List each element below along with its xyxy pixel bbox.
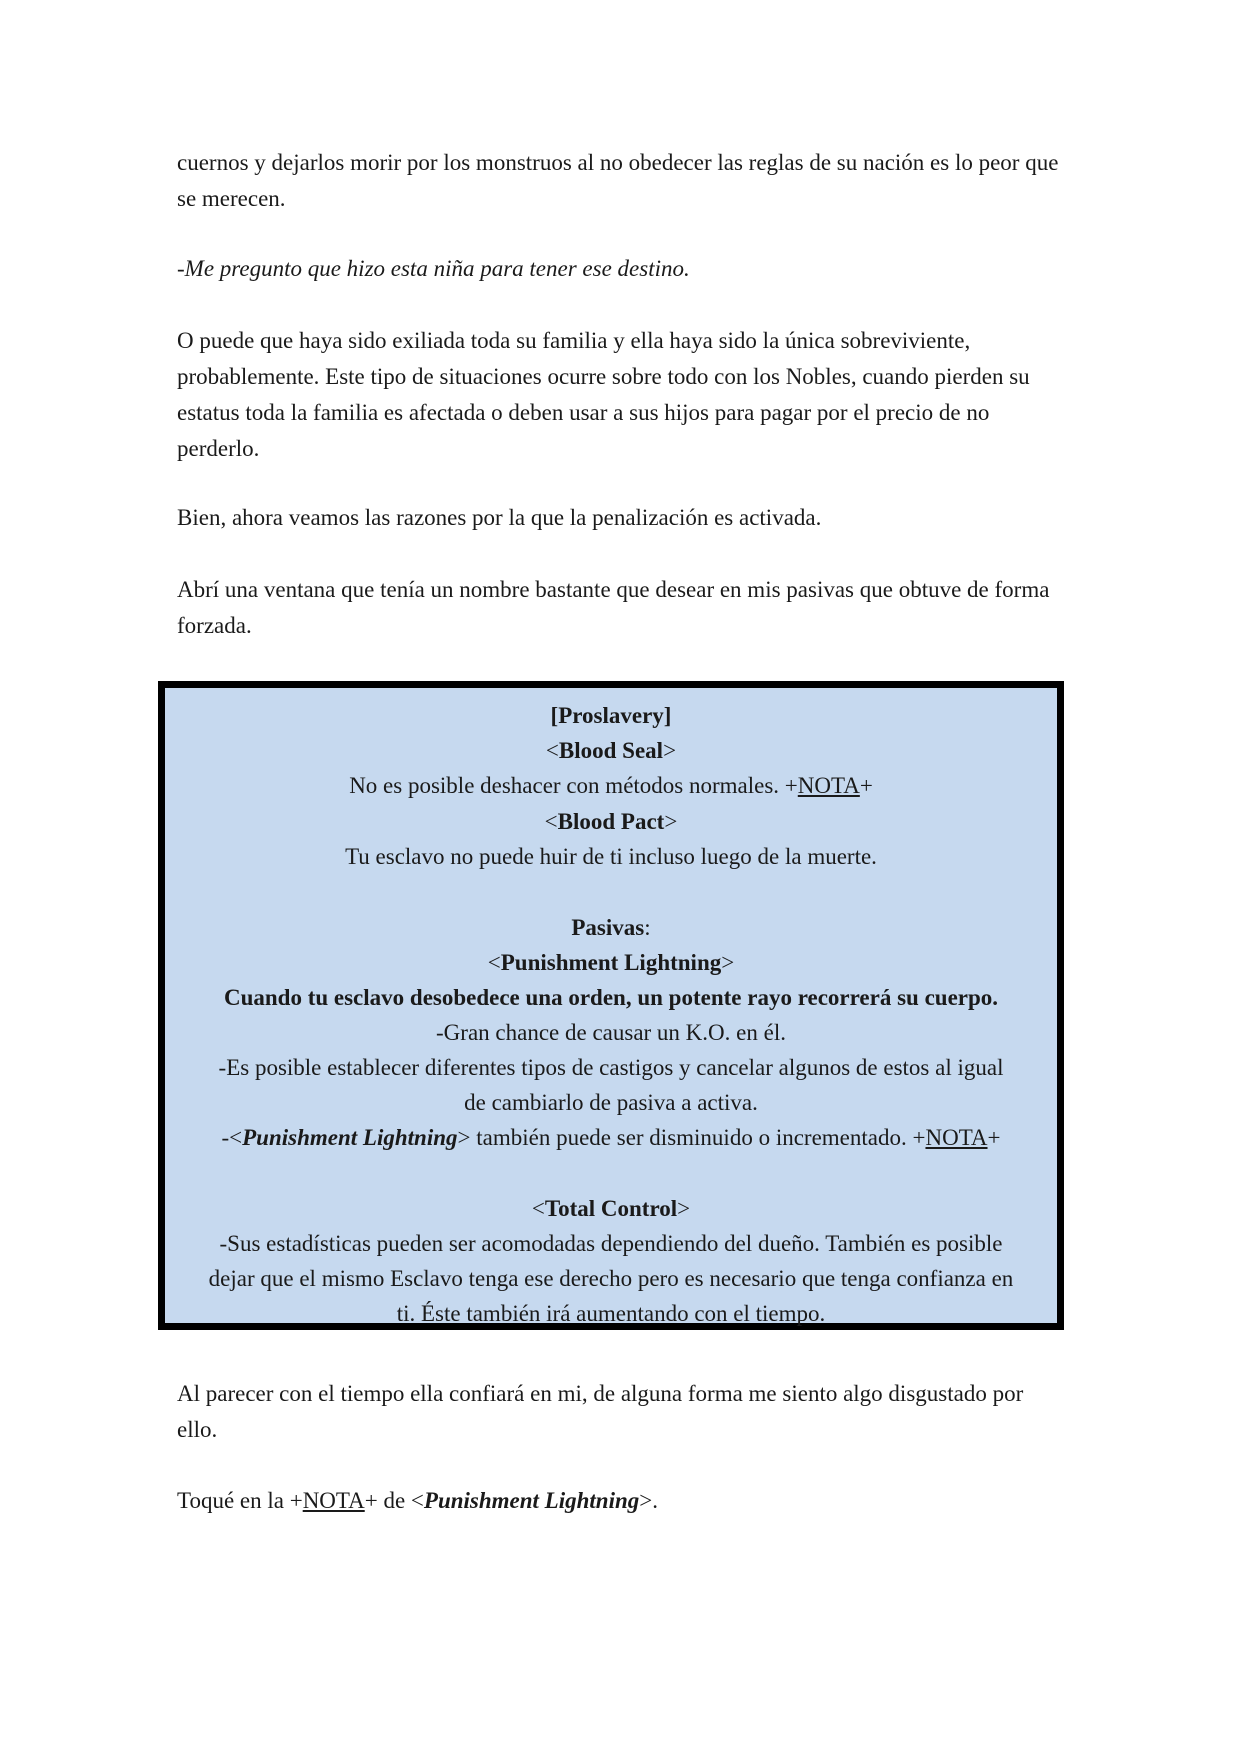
blood-seal-desc-text: No es posible deshacer con métodos normales. + [349,773,798,798]
plus-sign: + [859,773,873,798]
p7-text-b: + de < [364,1488,424,1513]
paragraph-6: Al parecer con el tiempo ella confiará en mi, de alguna forma me siento algo disgustado por ello. [177,1381,1024,1442]
bracket: < [545,738,559,763]
pasivas-heading [165,910,1057,945]
p7-skill-name: Punishment Lightning [423,1488,640,1513]
status-window-box [158,681,1064,1330]
bracket: > [663,738,677,763]
total-control-name: Total Control [544,1196,678,1221]
punishment-lightning-line-3 [165,1120,1057,1155]
bracket: < [531,1196,545,1221]
punishment-lightning-name: Punishment Lightning [500,950,722,975]
pl-line3-text-a: -< [221,1125,243,1150]
total-control-line-2: dejar que el mismo Esclavo tenga ese derecho pero es necesario que tenga confianza en [208,1266,1014,1291]
punishment-lightning-heading [165,945,1057,980]
blood-seal-description [165,768,1057,803]
paragraph-4: Bien, ahora veamos las razones por la que la penalización es activada. [177,505,822,530]
paragraph-5: Abrí una ventana que tenía un nombre bastante que desear en mis pasivas que obtuve de forma forzada. [177,577,1050,638]
box-title: [Proslavery] [550,703,672,728]
blood-pact-name: Blood Pact [557,809,665,834]
p7-text-a: Toqué en la + [177,1488,303,1513]
blood-seal-heading [165,733,1057,768]
pl-line3-text-b: > también puede ser disminuido o incrementado. + [457,1125,926,1150]
bracket: > [664,809,678,834]
bracket: > [721,950,735,975]
nota-link[interactable]: NOTA [925,1125,988,1150]
bracket: > [677,1196,691,1221]
punishment-lightning-line-2a: -Es posible establecer diferentes tipos de castigos y cancelar algunos de estos al igual [218,1055,1004,1080]
pl-line3-skill-name: Punishment Lightning [242,1125,458,1150]
paragraph-1: cuernos y dejarlos morir por los monstruos al no obedecer las reglas de su nación es lo peor que se merecen. [177,150,1059,211]
p7-text-c: >. [639,1488,659,1513]
paragraph-3: O puede que haya sido exiliada toda su familia y ella haya sido la única sobreviviente, probablemente. Este tipo de situaciones ocurre sobre todo con los Nobles, cuando pierden su estatus toda la familia es afectada o deben usar a sus hijos para pagar por el precio de no perderlo. [177,328,1030,461]
bracket: < [544,809,558,834]
blood-seal-name: Blood Seal [558,738,664,763]
punishment-lightning-line-1: -Gran chance de causar un K.O. en él. [436,1020,786,1045]
paragraph-7 [177,1483,1067,1519]
punishment-lightning-line-2b: de cambiarlo de pasiva a activa. [464,1090,758,1115]
total-control-line-1: -Sus estadísticas pueden ser acomodadas dependiendo del dueño. También es posible [219,1231,1003,1256]
bracket: < [487,950,501,975]
punishment-lightning-bold-desc: Cuando tu esclavo desobedece una orden, un potente rayo recorrerá su cuerpo. [223,985,999,1010]
blood-pact-heading [165,804,1057,839]
nota-link[interactable]: NOTA [797,773,860,798]
paragraph-2-italic-quote: -Me pregunto que hizo esta niña para tener ese destino. [177,256,690,281]
plus-sign: + [987,1125,1001,1150]
pasivas-label: Pasivas [571,915,645,940]
total-control-heading [165,1191,1057,1226]
blood-pact-description: Tu esclavo no puede huir de ti incluso luego de la muerte. [345,844,877,869]
colon: : [644,915,651,940]
total-control-line-3: ti. Éste también irá aumentando con el tiempo. [396,1301,826,1326]
nota-link[interactable]: NOTA [302,1488,365,1513]
